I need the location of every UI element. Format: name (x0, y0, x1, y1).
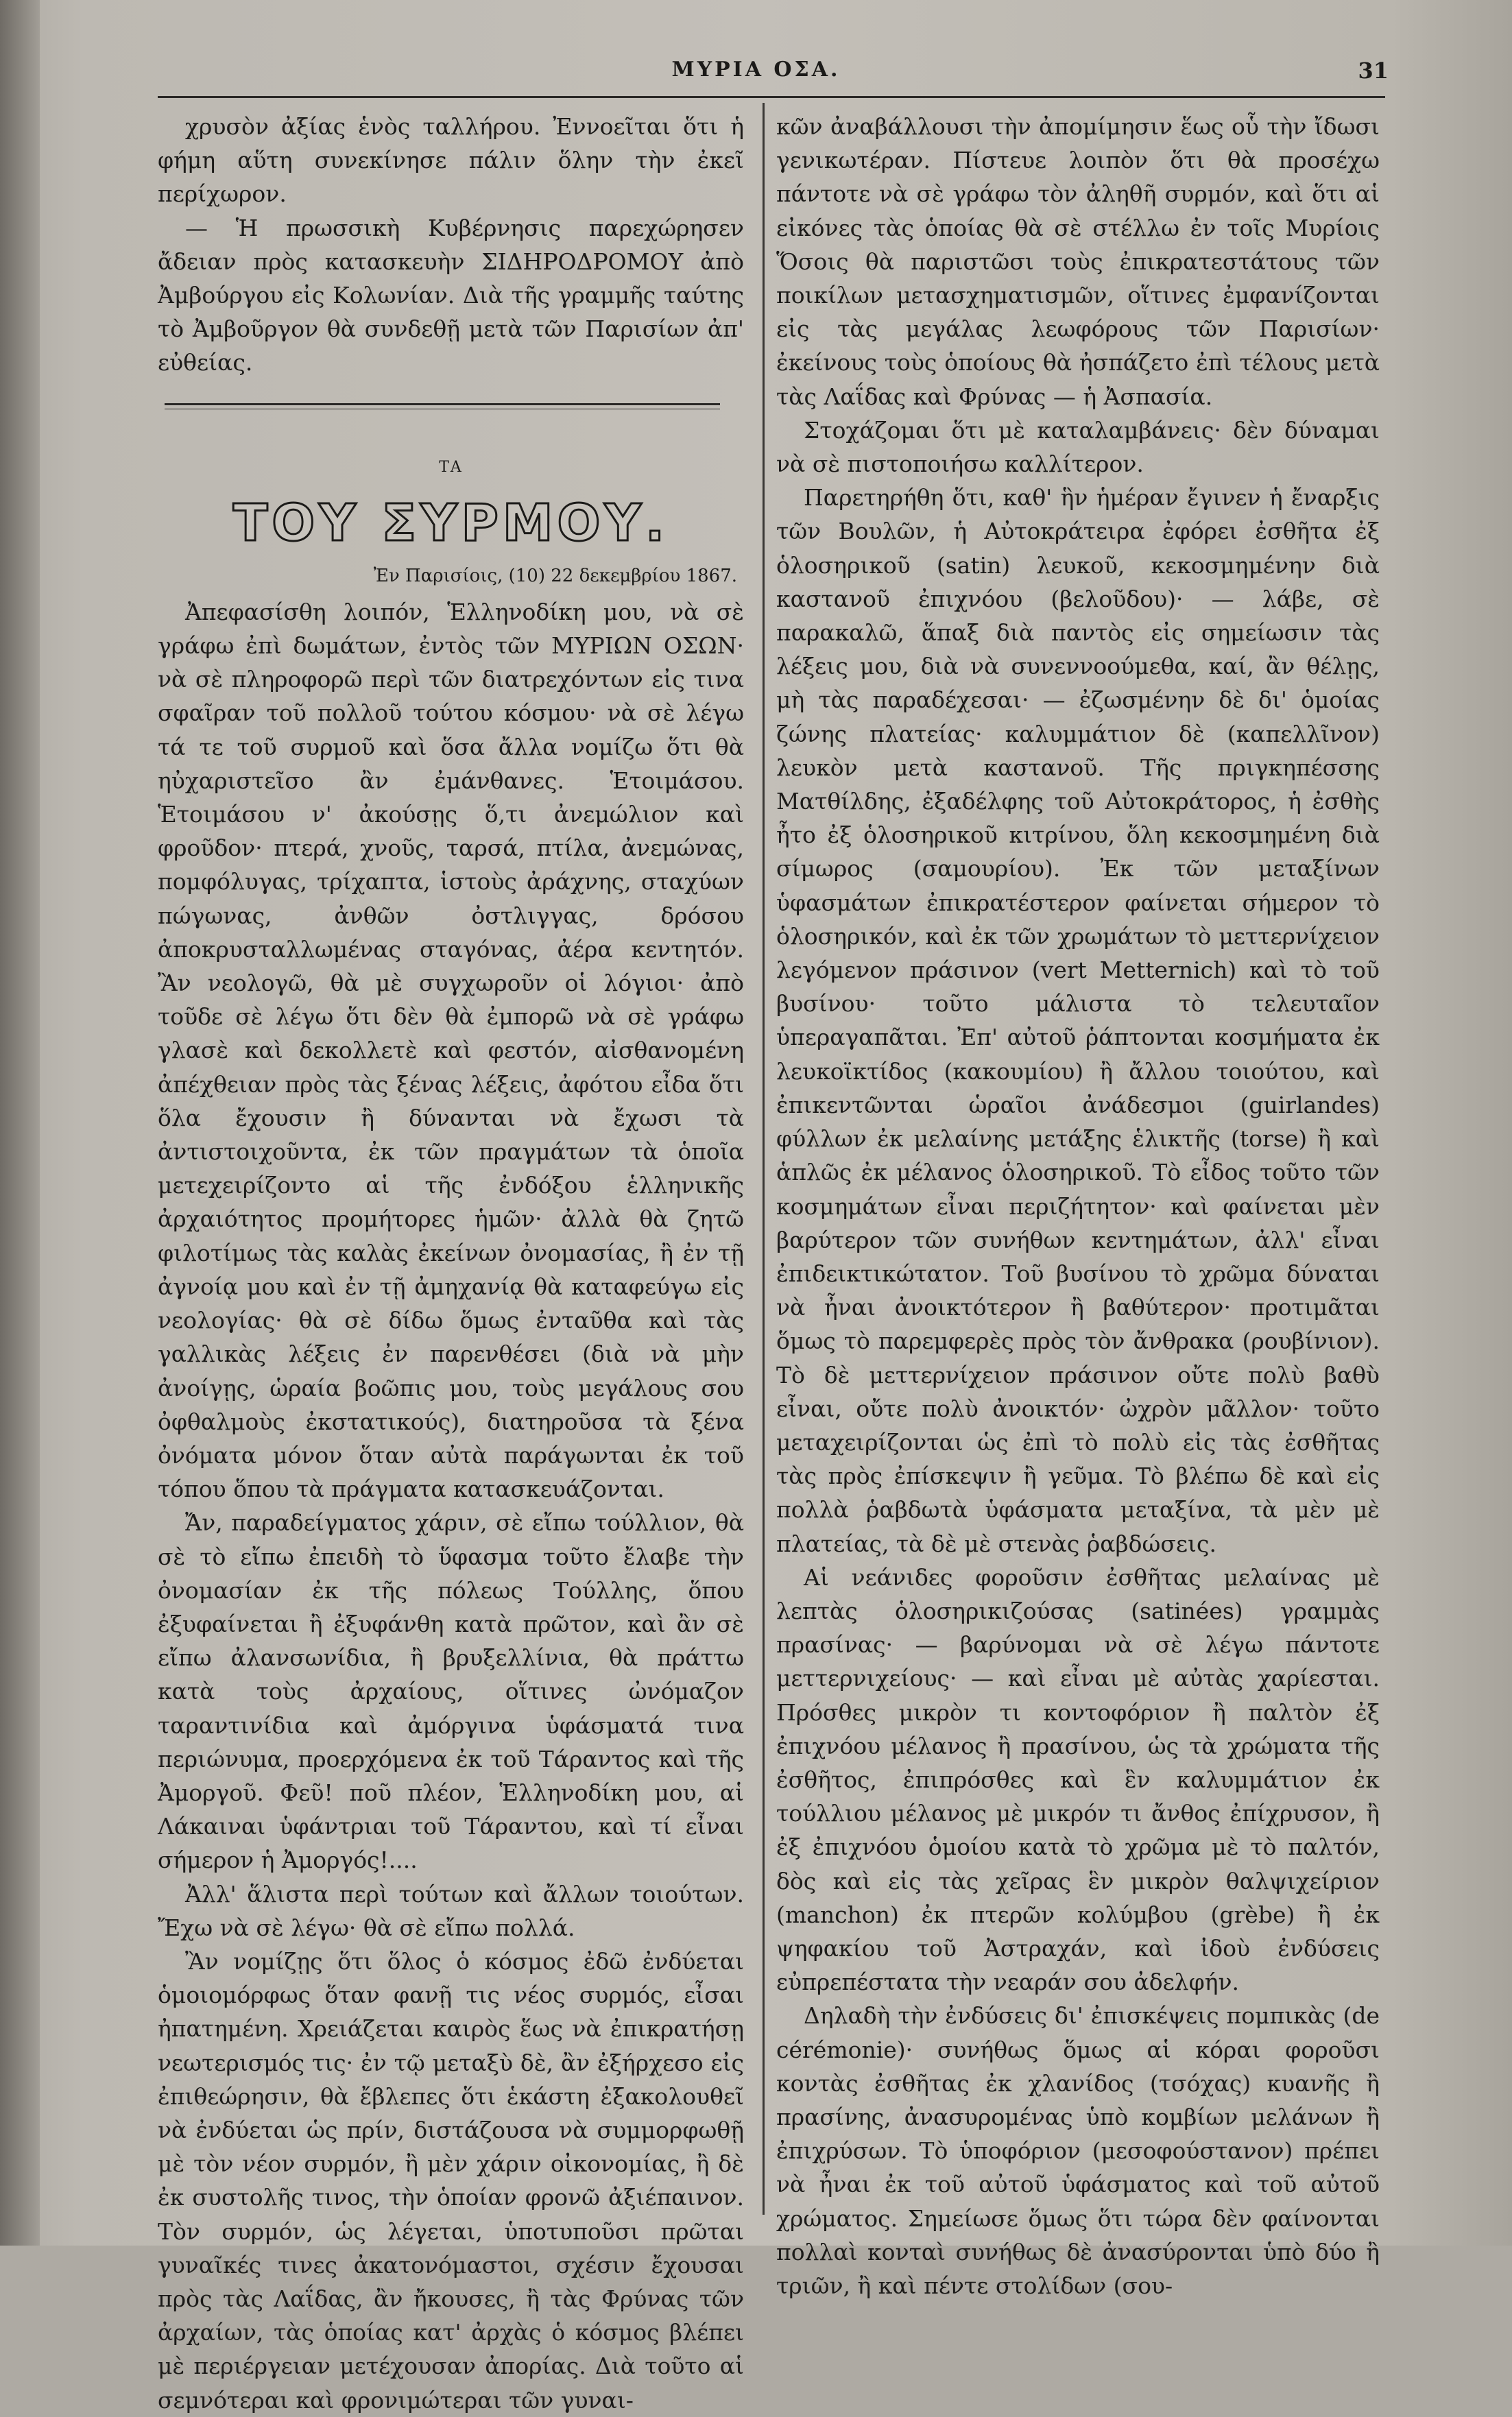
dateline: Ἐν Παρισίοις, (10) 22 δεκεμβρίου 1867. (373, 565, 737, 586)
section-title: ΤΟΥ ΣΥΡΜΟΥ. (232, 493, 669, 553)
page-binding-edge (0, 0, 40, 2246)
article-paragraph: Στοχάζομαι ὅτι μὲ καταλαμβάνεις· δὲν δύναμαι νὰ σὲ πιστοποιήσω καλλίτερον. (776, 416, 1380, 478)
article-paragraph: Παρετηρήθη ὅτι, καθ' ἣν ἡμέραν ἔγινεν ἡ ἔναρξις τῶν Βουλῶν, ἡ Αὐτοκράτειρα ἐφόρει ἐσθῆτα ἐξ ὁλοσηρικοῦ (satin) λευκοῦ, κεκοσμημένην διὰ καστανοῦ ἐπιχνόου (βελοῦδου)· — λάβε, σὲ παρακαλῶ, ἅπαξ διὰ παντὸς εἰς σημείωσιν τὰς λέξεις μου, διὰ νὰ συνεννοούμεθα, καί, ἂν θέλῃς, μὴ τὰς παραδέχεσαι· — ἐζωσμένην δὲ δι' ὁμοίας ζώνης πλατείας· καλυμμάτιον δὲ (καπελλῖνον) λευκὸν μετὰ καστανοῦ. Τῆς πριγκηπέσσης Ματθίλδης, ἐξαδέλφης τοῦ Αὐτοκράτορος, ἡ ἐσθὴς ἦτο ἐξ ὁλοσηρικοῦ κιτρίνου, ὅλη κεκοσμημένη διὰ σίμωρος (σαμουρίου). Ἐκ τῶν μεταξίνων ὑφασμάτων ἐπικρατέστερον φαίνεται σήμερον τὸ ὁλοσηρικόν, καὶ ἐκ τῶν χρωμάτων τὸ μεττερνίχειον λεγόμενον πράσινον (vert Metternich) καὶ τὸ τοῦ βυσίνου· τοῦτο μάλιστα τὸ τελευταῖον ὑπεραγαπᾶται. Ἐπ' αὐτοῦ ῥάπτονται κοσμήματα ἐκ λευκοϊκτίδος (κακουμίου) ἢ ἄλλου τοιούτου, καὶ ἐπικεντῶνται ὡραῖοι ἀνάδεσμοι (guirlandes) φύλλων ἐκ μελαίνης μετάξης ἑλικτῆς (torse) ἢ καὶ ἁπλῶς ἐκ μέλανος ὁλοσηρικοῦ. Τὸ εἶδος τοῦτο τῶν κοσμημάτων εἶναι περιζήτητον· καὶ φαίνεται μὲν βαρύτερον τῶν συνήθων κεντημάτων, ἀλλ' εἶναι ἐπιδεικτικώτατον. Τοῦ βυσίνου τὸ χρῶμα δύναται νὰ ἦναι ἀνοικτότερον ἢ βαθύτερον· προτιμᾶται ὅμως τὸ παρεμφερὲς πρὸς τὸν ἄνθρακα (ρουβίνιον). Τὸ δὲ μεττερνίχειον πράσινον οὔτε πολὺ βαθὺ εἶναι, οὔτε πολὺ ἀνοικτόν· ὠχρὸν μᾶλλον· τοῦτο μεταχειρίζονται ὡς ἐπὶ τὸ πολὺ εἰς τὰς ἐσθῆτας τὰς πρὸς ἐπίσκεψιν ἢ γεῦμα. Τὸ βλέπω δὲ καὶ εἰς πολλὰ ῥαβδωτὰ ὑφάσματα μεταξίνα, τὰ μὲν μὲ πλατείας, τὰ δὲ μὲ στενὰς ῥαβδώσεις. (776, 484, 1380, 1557)
section-separator (165, 403, 720, 409)
article-paragraph: Αἱ νεάνιδες φοροῦσιν ἐσθῆτας μελαίνας μὲ λεπτὰς ὁλοσηρικιζούσας (satinées) γραμμὰς πρασίνας· — βαρύνομαι νὰ σὲ λέγω πάντοτε μεττερνιχείους· — καὶ εἶναι μὲ αὐτὰς χαρίεσται. Πρόσθες μικρὸν τι κοντοφόριον ἢ παλτὸν ἐξ ἐπιχνόου μέλανος ἢ πρασίνου, ὡς τὰ χρώματα τῆς ἐσθῆτος, ἐπιπρόσθες καὶ ἓν καλυμμάτιον ἐκ τούλλιου μέλανος μὲ μικρόν τι ἄνθος ἐπίχρυσον, ἢ ἐξ ἐπιχνόου ὁμοίου κατὰ τὸ χρῶμα μὲ τὸ παλτόν, δὸς καὶ εἰς τὰς χεῖρας ἓν μικρὸν θαλψιχείριον (manchon) ἐκ πτερῶν κολύμβου (grèbe) ἢ ἐκ ψηφακίου τοῦ Ἀστραχάν, καὶ ἰδοὺ ἐνδύσεις εὐπρεπέστατα τὴν νεαράν σου ἀδελφήν. (776, 1563, 1380, 1996)
running-title: ΜΥΡΙΑ ΟΣΑ. (671, 58, 841, 82)
article-paragraph: Δηλαδὴ τὴν ἐνδύσεις δι' ἐπισκέψεις πομπικὰς (de cérémonie)· συνήθως ὅμως αἱ κόραι φοροῦσι κοντὰς ἐσθῆτας ἐκ χλανίδος (τσόχας) κυανῆς ἢ πρασίνης, ἀνασυρομένας ὑπὸ κομβίων μελάνων ἢ ἐπιχρύσων. Τὸ ὑποφόριον (μεσοφούστανον) πρέπει νὰ ἦναι ἐκ τοῦ αὐτοῦ ὑφάσματος καὶ τοῦ αὐτοῦ χρώματος. Σημείωσε ὅμως ὅτι τώρα δὲν φαίνονται πολλαὶ κονταὶ συνήθως δὲ ἀνασύρονται ὑπὸ δύο ἢ τριῶν, ἢ καὶ πέντε στολίδων (σου- (776, 2002, 1380, 2299)
page-number: 31 (1358, 58, 1389, 84)
news-paragraph: — Ἡ πρωσσικὴ Κυβέρνησις παρεχώρησεν ἄδειαν πρὸς κατασκευὴν ΣΙΔΗΡΟΔΡΟΜΟΥ ἀπὸ Ἀμβούργου εἰς Κολωνίαν. Διὰ τῆς γραμμῆς ταύτης τὸ Ἀμβοῦργον θὰ συνδεθῇ μετὰ τῶν Παρισίων ἀπ' εὐθείας. (158, 214, 744, 376)
left-column (158, 110, 744, 2417)
article-paragraph: Ἀλλ' ἅλιστα περὶ τούτων καὶ ἄλλων τοιούτων. Ἔχω νὰ σὲ λέγω· θὰ σὲ εἴπω πολλά. (158, 1880, 744, 1941)
article-paragraph: Ἂν νομίζῃς ὅτι ὅλος ὁ κόσμος ἐδῶ ἐνδύεται ὁμοιομόρφως ὅταν φανῇ τις νέος συρμός, εἶσαι ἠπατημένη. Χρειάζεται καιρὸς ἕως νὰ ἐπικρατήσῃ νεωτερισμός τις· ἐν τῷ μεταξὺ δὲ, ἂν ἐξήρχεσο εἰς ἐπιθεώρησιν, θὰ ἔβλεπες ὅτι ἑκάστη ἐξακολουθεῖ νὰ ἐνδύεται ὡς πρίν, διστάζουσα νὰ συμμορφωθῇ μὲ τὸν νέον συρμόν, ἢ μὲν χάριν οἰκονομίας, ἢ δὲ ἐκ συστολῆς τινος, τὴν ὁποίαν φρονῶ ἀξιέπαινον. Τὸν συρμόν, ὡς λέγεται, ὑποτυποῦσι πρῶται γυναῖκές τινες ἀκατονόμαστοι, σχέσιν ἔχουσαι πρὸς τὰς Λαΐδας, ἂν ἤκουσες, ἢ τὰς Φρύνας τῶν ἀρχαίων, τὰς ὁποίας κατ' ἀρχὰς ὁ κόσμος βλέπει μὲ περιέργειαν μετέχουσαν ἀπορίας. Διὰ τοῦτο αἱ σεμνότεραι καὶ φρονιμώτεραι τῶν γυναι- (158, 1947, 744, 2414)
page-header (0, 58, 1512, 85)
column-divider (763, 103, 765, 2215)
section-label: ΤΑ (439, 458, 463, 476)
right-column (776, 110, 1380, 2302)
article-paragraph: κῶν ἀναβάλλουσι τὴν ἀπομίμησιν ἕως οὗ τὴν ἴδωσι γενικωτέραν. Πίστευε λοιπὸν ὅτι θὰ προσέχω πάντοτε νὰ σὲ γράφω τὸν ἀληθῆ συρμόν, καὶ ὅτι αἱ εἰκόνες τὰς ὁποίας θὰ σὲ στέλλω ἐν τοῖς Μυρίοις Ὅσοις θὰ παριστῶσι τοὺς ἐπικρατεστάτους τῶν ποικίλων μετασχηματισμῶν, οἵτινες ἐμφανίζονται εἰς τὰς μεγάλας λεωφόρους τῶν Παρισίων· ἐκείνους τοὺς ὁποίους θὰ ἠσπάζετο ἐπὶ τέλους μετὰ τὰς Λαΐδας καὶ Φρύνας — ἡ Ἀσπασία. (776, 113, 1380, 410)
news-paragraph: χρυσὸν ἀξίας ἑνὸς ταλλήρου. Ἐννοεῖται ὅτι ἡ φήμη αὕτη συνεκίνησε πάλιν ὅλην τὴν ἐκεῖ περίχωρον. (158, 113, 744, 208)
header-rule (158, 96, 1385, 98)
article-paragraph: Ἀπεφασίσθη λοιπόν, Ἑλληνοδίκη μου, νὰ σὲ γράφω ἐπὶ δωμάτων, ἐντὸς τῶν ΜΥΡΙΩΝ ΟΣΩΝ· νὰ σὲ πληροφορῶ περὶ τῶν διατρεχόντων εἰς τινα σφαῖραν τοῦ πολλοῦ τούτου κόσμου· νὰ σὲ λέγω τά τε τοῦ συρμοῦ καὶ ὅσα ἄλλα νομίζω ὅτι θὰ ηὐχαριστεῖσο ἂν ἐμάνθανες. Ἑτοιμάσου. Ἑτοιμάσου ν' ἀκούσῃς ὅ,τι ἀνεμώλιον καὶ φροῦδον· πτερά, χνοῦς, ταρσά, πτίλα, ἀνεμώνας, πομφόλυγας, τρίχαπτα, ἱστοὺς ἀράχνης, σταχύων πώγωνας, ἀνθῶν ὀστλιγγας, δρόσου ἀποκρυσταλλωμένας σταγόνας, ἀέρα κεντητόν. Ἂν νεολογῶ, θὰ μὲ συγχωροῦν οἱ λόγιοι· ἀπὸ τοῦδε σὲ λέγω ὅτι δὲν θὰ ἐμπορῶ νὰ σὲ γράφω γλασὲ καὶ δεκολλετὲ καὶ φεστόν, αἰσθανομένη ἀπέχθειαν πρὸς τὰς ξένας λέξεις, ἀφότου εἶδα ὅτι ὅλα ἔχουσιν ἢ δύνανται νὰ ἔχωσι τὰ ἀντιστοιχοῦντα, ἐκ τῶν πραγμάτων τὰ ὁποῖα μετεχειρίζοντο αἱ τῆς ἐνδόξου ἑλληνικῆς ἀρχαιότητος προμήτορες ἡμῶν· ἀλλὰ θὰ ζητῶ φιλοτίμως τὰς καλὰς ἐκείνων ὀνομασίας, ἢ ἐν τῇ ἀγνοίᾳ μου καὶ ἐν τῇ ἀμηχανίᾳ θὰ καταφεύγω εἰς νεολογίας· θὰ σὲ δίδω ὅμως ἐνταῦθα καὶ τὰς γαλλικὰς λέξεις ἐν παρενθέσει (διὰ νὰ μὴν ἀνοίγῃς, ὡραία βοῶπις μου, τοὺς μεγάλους σου ὀφθαλμοὺς ἐκστατικούς), διατηροῦσα τὰ ξένα ὀνόματα μόνον ὅταν αὐτὰ παράγωνται ἐκ τοῦ τόπου ὅπου τὰ πράγματα κατασκευάζονται. (158, 598, 744, 1503)
article-paragraph: Ἄν, παραδείγματος χάριν, σὲ εἴπω τούλλιον, θὰ σὲ τὸ εἴπω ἐπειδὴ τὸ ὕφασμα τοῦτο ἔλαβε τὴν ὀνομασίαν ἐκ τῆς πόλεως Τούλλης, ὅπου ἐξυφαίνεται ἢ ἐξυφάνθη κατὰ πρῶτον, καὶ ἂν σὲ εἴπω ἀλανσωνίδια, ἢ βρυξελλίνια, θὰ πράττω κατὰ τοὺς ἀρχαίους, οἵτινες ὠνόμαζον ταραντινίδια καὶ ἀμόργινα ὑφάσματά τινα περιώνυμα, προερχόμενα ἐκ τοῦ Τάραντος καὶ τῆς Ἀμοργοῦ. Φεῦ! ποῦ πλέον, Ἑλληνοδίκη μου, αἱ Λάκαιναι ὑφάντριαι τοῦ Τάραντου, καὶ τί εἶναι σήμερον ἡ Ἀμοργός!.... (158, 1509, 744, 1874)
